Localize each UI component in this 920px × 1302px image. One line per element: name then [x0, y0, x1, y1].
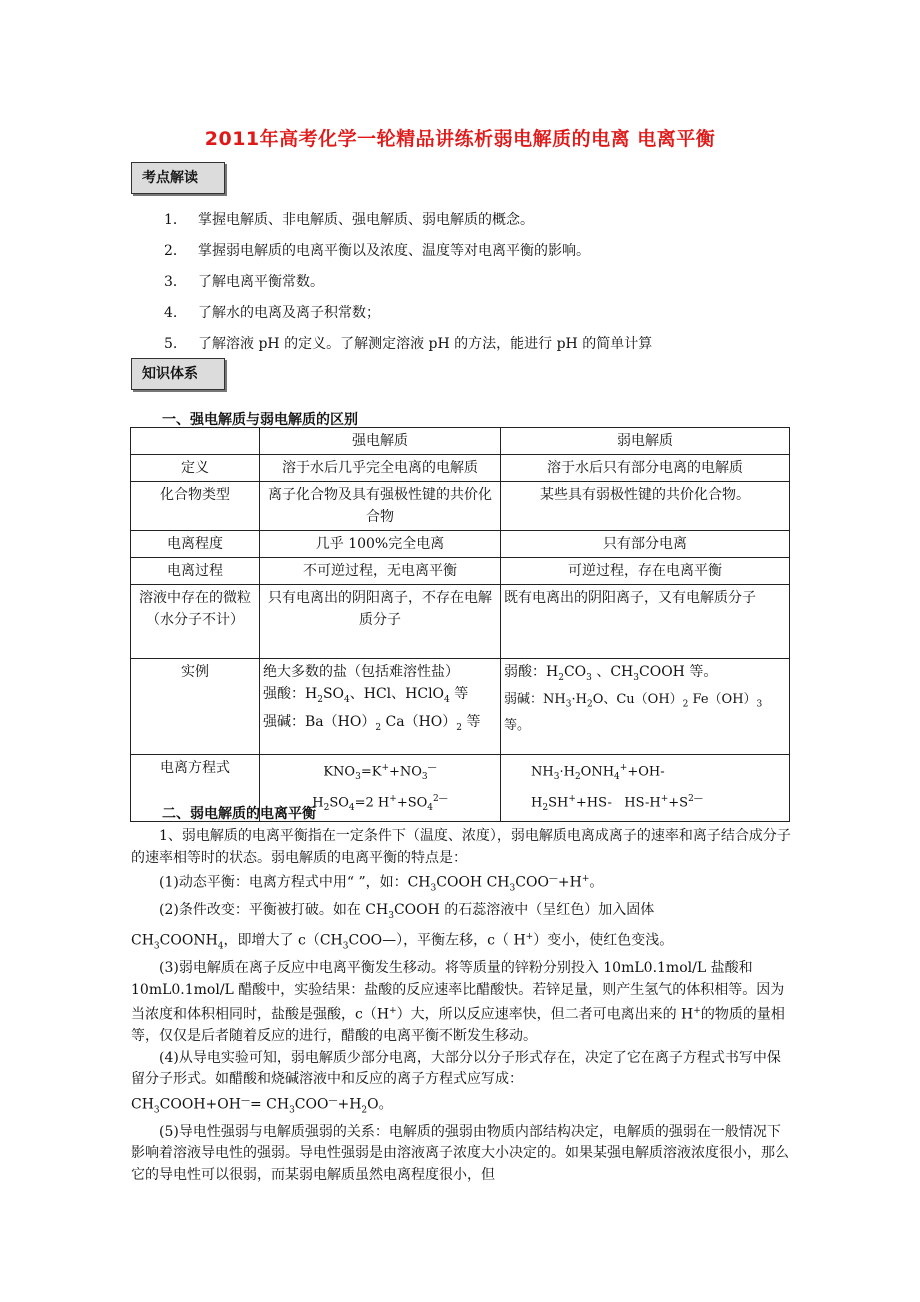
list-item: 2． 掌握弱电解质的电离平衡以及浓度、温度等对电离平衡的影响。 [164, 243, 590, 259]
table-row [131, 531, 790, 558]
equation: $H_2SO_4=2$ $H^++SO_4^{2—}$ [312, 793, 448, 813]
heading-weak-electrolyte-equilibrium: 二、弱电解质的电离平衡 [162, 806, 316, 822]
list-item: 3． 了解电离平衡常数。 [164, 274, 324, 290]
equation: $KNO_3=K^++NO_3^—$ [323, 763, 437, 782]
list-item: 4. 了解水的电离及离子积常数； [164, 305, 380, 321]
paragraph: (1)动态平衡：电离方程式中用“ ”，如：$CH_3COOH$ $CH_3COO^—+H^+$。 [159, 874, 604, 894]
paragraph: (4)从导电实验可知，弱电解质少部分电离，大部分以分子形式存在，决定了它在离子方程式书写中保留分子形式。如醋酸和烧碱溶液中和反应的离子方程式应写成： [131, 1049, 781, 1088]
weak-cell: 某些具有弱极性键的共价化合物。 [501, 482, 790, 531]
weak-cell: 可逆过程，存在电离平衡 [501, 558, 790, 585]
paragraph: (2)条件改变：平衡被打破。如在 $CH_3COOH$ 的石蕊溶液中（呈红色）加入固体 [159, 901, 655, 921]
table-header-row [131, 428, 790, 455]
weak-equation-cell [501, 755, 790, 822]
page-title: 2011年高考化学一轮精品讲练析弱电解质的电离 电离平衡 [204, 128, 716, 150]
section-tag-kaodian: 考点解读 [131, 162, 225, 194]
row-label: 溶液中存在的微粒（水分子不计） [131, 585, 260, 659]
row-label: 定义 [131, 455, 260, 482]
objectives-list [164, 210, 804, 365]
heading-strong-weak-difference: 一、强电解质与弱电解质的区别 [162, 412, 358, 428]
strong-cell: 不可逆过程，无电离平衡 [260, 558, 501, 585]
paragraph: (5)导电性强弱与电解质强弱的关系：电解质的强弱由物质内部结构决定，电解质的强弱在一般情况下影响着溶液导电性的强弱。导电性强弱是由溶液离子浓度大小决定的。如果某强电解质溶液浓度很小，那么它的导电性可以很弱，而某弱电解质虽然电离程度很小，但 [131, 1123, 789, 1183]
row-label: 电离过程 [131, 558, 260, 585]
strong-example-bases: 强碱：$Ba(HO)_2$ $Ca(HO)_2$ 等 [263, 713, 481, 733]
list-item: 1． 掌握电解质、非电解质、强电解质、弱电解质的概念。 [164, 212, 534, 228]
strong-cell: 只有电离出的阴阳离子，不存在电解质分子 [260, 585, 501, 659]
paragraph: 1、弱电解质的电离平衡指在一定条件下（温度、浓度），弱电解质电离成离子的速率和离子结合成分子的速率相等时的状态。弱电解质的电离平衡的特点是： [131, 828, 791, 866]
equation: $H_2SH^++HS-$ $HS-H^++S^{2—}$ [531, 793, 703, 813]
body-text [131, 826, 791, 1186]
table-header-cell: 强电解质 [260, 428, 501, 455]
weak-cell: 只有部分电离 [501, 531, 790, 558]
weak-example-bases: 弱碱：$NH_3\cdot H_2O$、$Cu(OH)_2$ $Fe(OH)_3$ 等。 [504, 691, 763, 734]
row-label: 电离程度 [131, 531, 260, 558]
table-header-cell [131, 428, 260, 455]
weak-example-acids: 弱酸：$H_2CO_3$ 、$CH_3COOH$ 等。 [504, 664, 718, 683]
table-header-cell: 弱电解质 [501, 428, 790, 455]
list-item: 5. 了解溶液 pH 的定义。了解测定溶液 pH 的方法，能进行 pH 的简单计算 [164, 336, 653, 352]
table-row [131, 585, 790, 659]
paragraph: $CH_3COONH_4$，即增大了 $c(CH_3COO—)$，平衡左移，c（ H+）变小，使红色变浅。 [131, 932, 674, 952]
strong-example-acids: 强酸：$H_2SO_4$、HCl、HClO$_4$ 等 [263, 686, 469, 705]
strong-examples-cell [260, 659, 501, 755]
table-row-examples [131, 659, 790, 755]
table-row [131, 482, 790, 531]
row-label: 化合物类型 [131, 482, 260, 531]
strong-cell: 几乎 100%完全电离 [260, 531, 501, 558]
table-row [131, 558, 790, 585]
strong-cell: 离子化合物及具有强极性键的共价化合物 [260, 482, 501, 531]
strong-cell: 溶于水后几乎完全电离的电解质 [260, 455, 501, 482]
strong-example-salts: 绝大多数的盐（包括难溶性盐） [263, 664, 459, 680]
paragraph: (3)弱电解质在离子反应中电离平衡发生移动。将等质量的锌粉分别投入 10mL0.1mol/L 盐酸和 10mL0.1mol/L 醋酸中，实验结果：盐酸的反应速率比醋酸快。若锌足量，则产生氢气的体积相等。因为当浓度和体积相同时，盐酸是强酸，c（H+）大，所以反应速率快，但二者可电离出来的 H+的物质的量相等，仅仅是后者随着反应的进行，醋酸的电离平衡不断发生移动。 [131, 960, 785, 1045]
comparison-table [130, 427, 790, 822]
weak-cell: 溶于水后只有部分电离的电解质 [501, 455, 790, 482]
row-label: 实例 [131, 659, 260, 755]
paragraph: $CH_3COOH+OH^—= CH_3COO^—+H_2O$。 [131, 1095, 393, 1116]
weak-examples-cell [501, 659, 790, 755]
equation: $NH_3\cdot H_2ONH_4^++OH-$ [531, 763, 665, 782]
section-tag-zhishi: 知识体系 [131, 358, 225, 390]
row-label: 电离方程式 [131, 755, 260, 822]
table-row [131, 455, 790, 482]
weak-cell: 既有电离出的阴阳离子，又有电解质分子 [501, 585, 790, 659]
